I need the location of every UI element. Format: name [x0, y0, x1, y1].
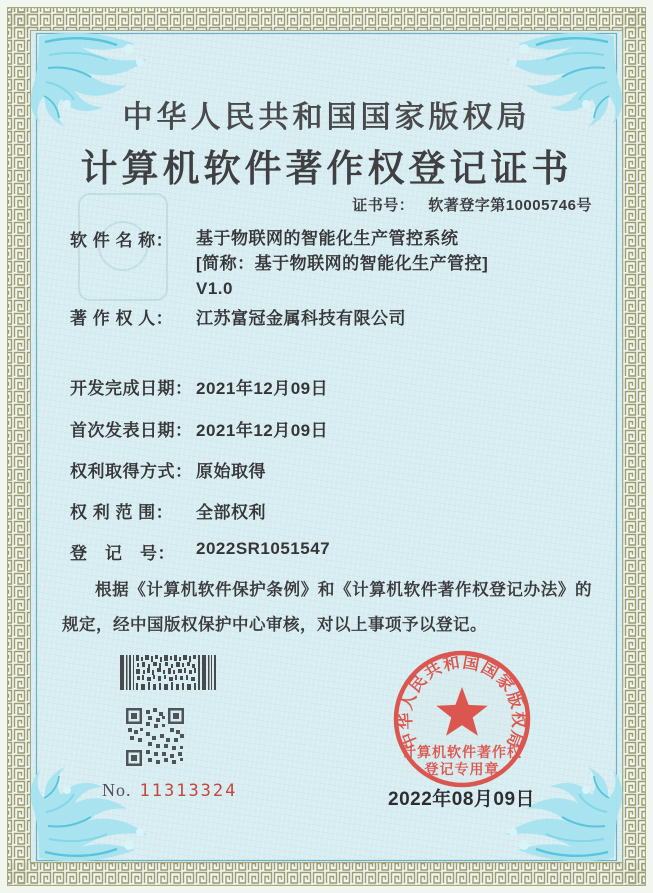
registration-statement: 根据《计算机软件保护条例》和《计算机软件著作权登记办法》的规定，经中国版权保护中心审核，对以上事项予以登记。 [62, 581, 592, 634]
field-first-publish-date [70, 416, 328, 441]
software-name-label: 软 件 名 称： [70, 231, 174, 250]
serial-prefix: No. [102, 780, 132, 800]
stamp-ring-text: 中华人民共和国国家版权局 [396, 653, 528, 752]
software-name-version: V1.0 [196, 279, 233, 298]
stamp-line1: 计算机软件著作权 [402, 744, 522, 760]
official-red-stamp [383, 640, 541, 798]
field-rights-scope [70, 498, 266, 523]
acquisition-method-label: 权利取得方式： [70, 462, 193, 481]
certificate-title: 计算机软件著作权登记证书 [80, 149, 573, 190]
acquisition-method-value: 原始取得 [196, 462, 266, 481]
field-dev-complete-date [70, 374, 328, 399]
rights-scope-label: 权 利 范 围： [70, 503, 174, 522]
field-acquisition-method [70, 457, 266, 482]
software-name-line1: 基于物联网的智能化生产管控系统 [196, 229, 459, 248]
stamp-line2: 登记专用章 [424, 761, 500, 777]
certificate-number-label: 证书号： [352, 197, 415, 214]
field-registration-number [70, 539, 330, 564]
dev-complete-date-value: 2021年12月09日 [196, 379, 329, 398]
serial-number: 11313324 [139, 781, 238, 801]
pdf417-barcode [120, 655, 218, 690]
copyright-owner-label: 著 作 权 人： [70, 309, 174, 328]
certificate-number-value: 软著登字第10005746号 [428, 197, 592, 214]
certificate-number-row [0, 194, 592, 215]
first-publish-date-label: 首次发表日期： [70, 421, 193, 440]
rights-scope-value: 全部权利 [196, 503, 266, 522]
qr-code [126, 708, 184, 766]
first-publish-date-value: 2021年12月09日 [196, 421, 329, 440]
registration-number-value: 2022SR1051547 [196, 539, 331, 558]
registration-number-label: 登 记 号： [70, 544, 175, 563]
issue-date: 2022年08月09日 [388, 789, 536, 810]
dev-complete-date-label: 开发完成日期： [70, 379, 193, 398]
issuing-authority-title: 中华人民共和国国家版权局 [122, 101, 531, 134]
serial-number-row [102, 780, 237, 801]
software-name-line2: [简称：基于物联网的智能化生产管控] [196, 254, 489, 273]
field-software-name [70, 226, 488, 301]
copyright-owner-value: 江苏富冠金属科技有限公司 [196, 309, 406, 328]
field-copyright-owner [70, 304, 406, 329]
